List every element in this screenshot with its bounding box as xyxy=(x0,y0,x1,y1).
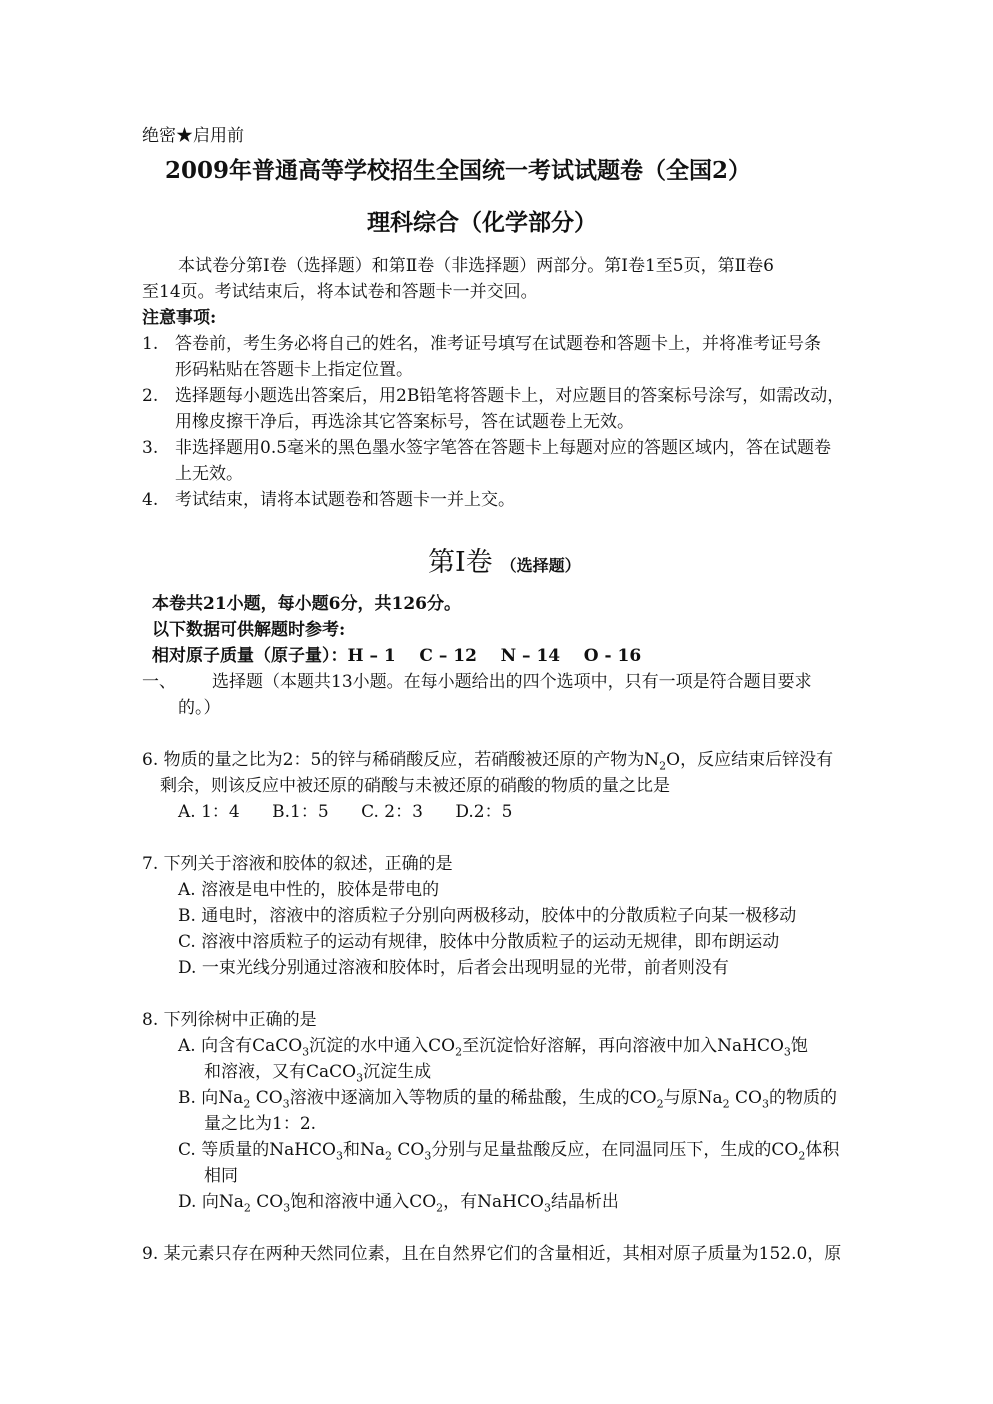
q6-line-1 xyxy=(142,747,833,773)
q8-text: D. 向Na xyxy=(178,1192,244,1212)
q8-text: 的物质的 xyxy=(769,1088,837,1108)
subscript: 3 xyxy=(336,1149,343,1163)
note-text: 选择题每小题选出答案后，用2B铅笔将答题卡上，对应题目的答案标号涂写，如需改动， xyxy=(175,386,845,406)
subscript: 2 xyxy=(436,1201,444,1215)
q8-text: 至沉淀恰好溶解，再向溶液中加入NaHCO xyxy=(462,1036,784,1056)
part1-info-3: 相对原子质量（原子量）：H – 1 C – 12 N – 14 O - 16 xyxy=(152,646,642,666)
note-text: 用橡皮擦干净后，再选涂其它答案标号，答在试题卷上无效。 xyxy=(175,412,634,432)
q8-text: 饱和溶液中通入CO xyxy=(290,1192,437,1212)
q6-line-2: 剩余，则该反应中被还原的硝酸与未被还原的硝酸的物质的量之比是 xyxy=(160,776,670,796)
q8-text: ，有NaHCO xyxy=(443,1192,544,1212)
q8-text: C. 等质量的NaHCO xyxy=(178,1140,336,1160)
q8-text: B. 向Na xyxy=(178,1088,244,1108)
q8-text: 溶液中逐滴加入等物质的量的稀盐酸，生成的CO xyxy=(289,1088,657,1108)
subscript: 3 xyxy=(762,1097,769,1111)
intro-line-2: 至14页。考试结束后，将本试卷和答题卡一并交回。 xyxy=(142,282,538,302)
q8-option-b xyxy=(178,1085,837,1111)
q6-options: A. 1：4 B.1：5 C. 2：3 D.2：5 xyxy=(178,802,513,822)
q6-text: O，反应结束后锌没有 xyxy=(666,750,834,770)
note-text: 形码粘贴在答题卡上指定位置。 xyxy=(175,360,413,380)
part1-tag: （选择题） xyxy=(500,556,581,575)
q8-text: 体积 xyxy=(805,1140,840,1160)
secret-label: 绝密★启用前 xyxy=(142,126,244,146)
q8-text: 和Na xyxy=(343,1140,386,1160)
subscript: 3 xyxy=(302,1045,310,1059)
q8-text: CO xyxy=(256,1192,284,1212)
q8-text: 与原Na xyxy=(663,1088,723,1108)
exam-title: 2009年普通高等学校招生全国统一考试试题卷（全国2） xyxy=(165,157,752,184)
q8-option-c-cont: 相同 xyxy=(204,1166,238,1186)
section-line-1: 选择题（本题共13小题。在每小题给出的四个选项中，只有一项是符合题目要求 xyxy=(212,672,812,692)
q8-text: 沉淀生成 xyxy=(363,1062,432,1082)
subscript: 2 xyxy=(243,1097,251,1111)
subscript: 3 xyxy=(424,1149,432,1163)
q7-option-c: C. 溶液中溶质粒子的运动有规律，胶体中分散质粒子的运动无规律，即布朗运动 xyxy=(178,932,780,952)
q8-text: A. 向含有CaCO xyxy=(178,1036,303,1056)
q7-option-a: A. 溶液是电中性的，胶体是带电的 xyxy=(178,880,440,900)
q7-option-d: D. 一束光线分别通过溶液和胶体时，后者会出现明显的光带，前者则没有 xyxy=(178,958,729,978)
q8-option-a xyxy=(178,1033,808,1059)
part1-heading xyxy=(428,547,581,579)
q8-text: 沉淀的水中通入CO xyxy=(309,1036,456,1056)
part1-info-1: 本卷共21小题，每小题6分，共126分。 xyxy=(152,594,461,614)
q8-text: CO xyxy=(735,1088,762,1108)
q8-text: CO xyxy=(255,1088,283,1108)
note-text: 非选择题用0.5毫米的黑色墨水签字笔答在答题卡上每题对应的答题区域内，答在试题卷 xyxy=(175,438,832,458)
section-number: 一、 xyxy=(142,672,176,692)
q8-option-d xyxy=(178,1189,619,1215)
part1-info-2: 以下数据可供解题时参考: xyxy=(152,620,346,640)
note-number: 4. xyxy=(142,490,159,510)
q8-text: CO xyxy=(397,1140,425,1160)
subscript: 2 xyxy=(722,1097,730,1111)
q8-option-c xyxy=(178,1137,839,1163)
subscript: 3 xyxy=(783,1045,791,1059)
subscript: 3 xyxy=(282,1097,290,1111)
note-number: 1. xyxy=(142,334,159,354)
q7-stem: 7. 下列关于溶液和胶体的叙述，正确的是 xyxy=(142,854,453,874)
q8-option-a-cont xyxy=(204,1059,431,1085)
q6-text: 6. 物质的量之比为2：5的锌与稀硝酸反应，若硝酸被还原的产物为N xyxy=(142,750,660,770)
subscript: 3 xyxy=(543,1201,551,1215)
subscript: 2 xyxy=(656,1097,664,1111)
q8-text: 结晶析出 xyxy=(550,1192,619,1212)
q8-option-b-cont: 量之比为1：2. xyxy=(204,1114,317,1134)
subscript: 2 xyxy=(798,1149,806,1163)
q8-text: 和溶液，又有CaCO xyxy=(204,1062,357,1082)
q8-stem: 8. 下列徐树中正确的是 xyxy=(142,1010,317,1030)
exam-subtitle: 理科综合（化学部分） xyxy=(367,209,597,236)
q9-line-1: 9. 某元素只存在两种天然同位素，且在自然界它们的含量相近，其相对原子质量为152.0，原 xyxy=(142,1244,842,1264)
notes-heading: 注意事项: xyxy=(142,308,217,328)
subscript: 3 xyxy=(283,1201,291,1215)
note-number: 2. xyxy=(142,386,159,406)
note-text: 答卷前，考生务必将自己的姓名，准考证号填写在试题卷和答题卡上，并将准考证号条 xyxy=(175,334,821,354)
subscript: 2 xyxy=(455,1045,463,1059)
note-number: 3. xyxy=(142,438,159,458)
note-text: 上无效。 xyxy=(175,464,243,484)
section-line-2: 的。） xyxy=(178,698,221,718)
intro-line-1: 本试卷分第Ⅰ卷（选择题）和第Ⅱ卷（非选择题）两部分。第Ⅰ卷1至5页，第Ⅱ卷6 xyxy=(178,256,774,276)
part1-title: 第Ⅰ卷 xyxy=(428,547,493,578)
subscript: 3 xyxy=(356,1071,364,1085)
note-text: 考试结束，请将本试题卷和答题卡一并上交。 xyxy=(175,490,515,510)
subscript: 2 xyxy=(659,759,667,773)
subscript: 2 xyxy=(243,1201,251,1215)
q7-option-b: B. 通电时，溶液中的溶质粒子分别向两极移动，胶体中的分散质粒子向某一极移动 xyxy=(178,906,797,926)
subscript: 2 xyxy=(385,1149,393,1163)
q8-text: 分别与足量盐酸反应，在同温同压下，生成的CO xyxy=(431,1140,799,1160)
q8-text: 饱 xyxy=(790,1036,808,1056)
